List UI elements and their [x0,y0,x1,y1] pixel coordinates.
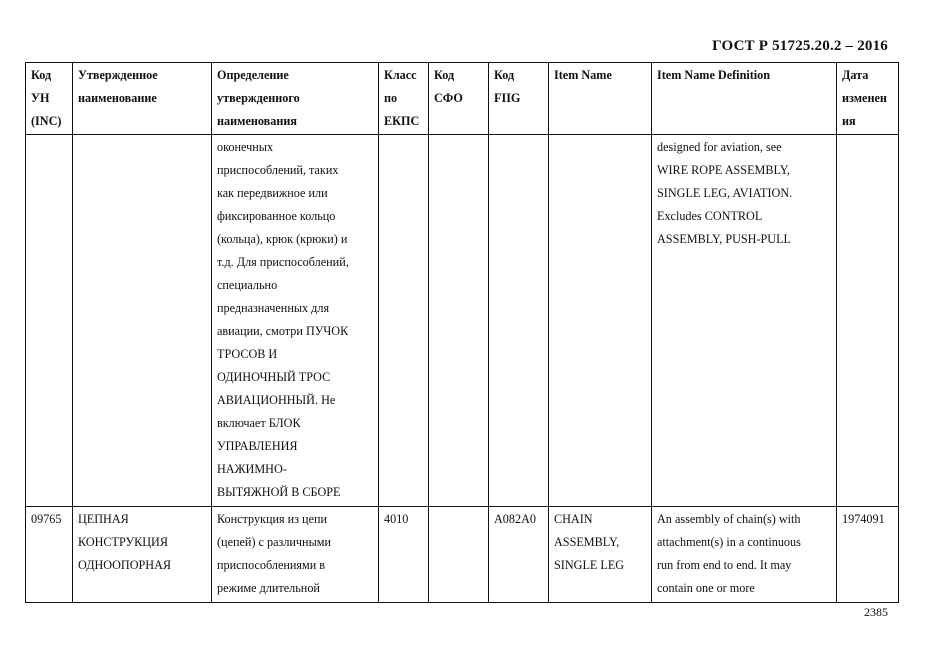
document-standard-header: ГОСТ Р 51725.20.2 – 2016 [712,38,888,54]
column-header-change-date [837,63,899,135]
column-header-approved-name [73,63,212,135]
cell-text-line: приспособлений, таких [217,163,339,177]
header-text-line: утвержденного [217,91,300,105]
cell-text-line: A082A0 [494,512,536,526]
column-header-inc [26,63,73,135]
cell-text-line: приспособлениями в [217,558,326,572]
cell-change-date [837,135,899,507]
cell-text-line: включает БЛОК [217,416,301,430]
cell-definition [212,507,379,603]
header-text-line: Утвержденное [78,68,158,82]
cell-text-line: КОНСТРУКЦИЯ [78,535,168,549]
cell-inc [26,507,73,603]
table-row [26,135,899,507]
cell-text-line: Конструкция из цепи [217,512,328,526]
header-text-line: ия [842,114,856,128]
cell-text-line: 09765 [31,512,62,526]
cell-item-name-definition [652,507,837,603]
cell-fiig-code [489,135,549,507]
table-header-row [26,63,899,135]
cell-text-line: АВИАЦИОННЫЙ. Не [217,393,336,407]
header-text-line: УН [31,91,50,105]
header-text-line: изменен [842,91,887,105]
cell-text-line: режиме длительной [217,581,320,595]
page-number: 2385 [864,605,888,619]
cell-sfo-code [429,507,489,603]
cell-text-line: attachment(s) in a continuous [657,535,801,549]
header-text-line: Код [494,68,515,82]
column-header-item-name [549,63,652,135]
cell-text-line: designed for aviation, see [657,140,782,154]
cell-text-line: ASSEMBLY, PUSH-PULL [657,232,792,246]
cell-text-line: оконечных [217,140,274,154]
cell-definition [212,135,379,507]
header-text-line: Код [31,68,52,82]
cell-text-line: авиации, смотри ПУЧОК [217,324,349,338]
cell-text-line: ЦЕПНАЯ [78,512,129,526]
cell-text-line: т.д. Для приспособлений, [217,255,349,269]
column-header-sfo-code [429,63,489,135]
cell-text-line: SINGLE LEG, AVIATION. [657,186,793,200]
cell-text-line: 4010 [384,512,409,526]
cell-sfo-code [429,135,489,507]
cell-item-name [549,507,652,603]
cell-text-line: фиксированное кольцо [217,209,336,223]
cell-fiig-code [489,507,549,603]
item-name-table [25,62,899,603]
cell-ekps-class [379,135,429,507]
column-header-item-name-definition [652,63,837,135]
header-text-line: Код [434,68,455,82]
cell-text-line: ВЫТЯЖНОЙ В СБОРЕ [217,485,341,499]
header-text-line: ЕКПС [384,114,420,128]
cell-item-name [549,135,652,507]
header-text-line: наименование [78,91,157,105]
table-row [26,507,899,603]
cell-text-line: специально [217,278,278,292]
cell-text-line: CHAIN [554,512,593,526]
header-text-line: Определение [217,68,289,82]
cell-text-line: run from end to end. It may [657,558,792,572]
cell-text-line: contain one or more [657,581,755,595]
cell-inc [26,135,73,507]
cell-text-line: УПРАВЛЕНИЯ [217,439,298,453]
header-text-line: Item Name Definition [657,68,771,82]
cell-text-line: ОДНООПОРНАЯ [78,558,172,572]
cell-text-line: An assembly of chain(s) with [657,512,801,526]
header-text-line: по [384,91,398,105]
header-text-line: FIIG [494,91,521,105]
header-text-line: СФО [434,91,463,105]
cell-text-line: WIRE ROPE ASSEMBLY, [657,163,790,177]
cell-approved-name [73,507,212,603]
cell-text-line: (кольца), крюк (крюки) и [217,232,348,246]
cell-item-name-definition [652,135,837,507]
table-body [26,135,899,603]
cell-text-line: Excludes CONTROL [657,209,763,223]
header-text-line: (INC) [31,114,62,128]
column-header-definition [212,63,379,135]
cell-text-line: ОДИНОЧНЫЙ ТРОС [217,370,331,384]
cell-text-line: ASSEMBLY, [554,535,620,549]
cell-text-line: как передвижное или [217,186,328,200]
cell-text-line: ТРОСОВ И [217,347,278,361]
cell-text-line: (цепей) с различными [217,535,332,549]
cell-text-line: предназначенных для [217,301,330,315]
header-text-line: Класс [384,68,417,82]
column-header-ekps-class [379,63,429,135]
header-text-line: Дата [842,68,869,82]
header-text-line: Item Name [554,68,612,82]
cell-text-line: SINGLE LEG [554,558,625,572]
cell-text-line: НАЖИМНО- [217,462,287,476]
header-text-line: наименования [217,114,297,128]
cell-change-date [837,507,899,603]
cell-ekps-class [379,507,429,603]
column-header-fiig-code [489,63,549,135]
cell-approved-name [73,135,212,507]
cell-text-line: 1974091 [842,512,885,526]
